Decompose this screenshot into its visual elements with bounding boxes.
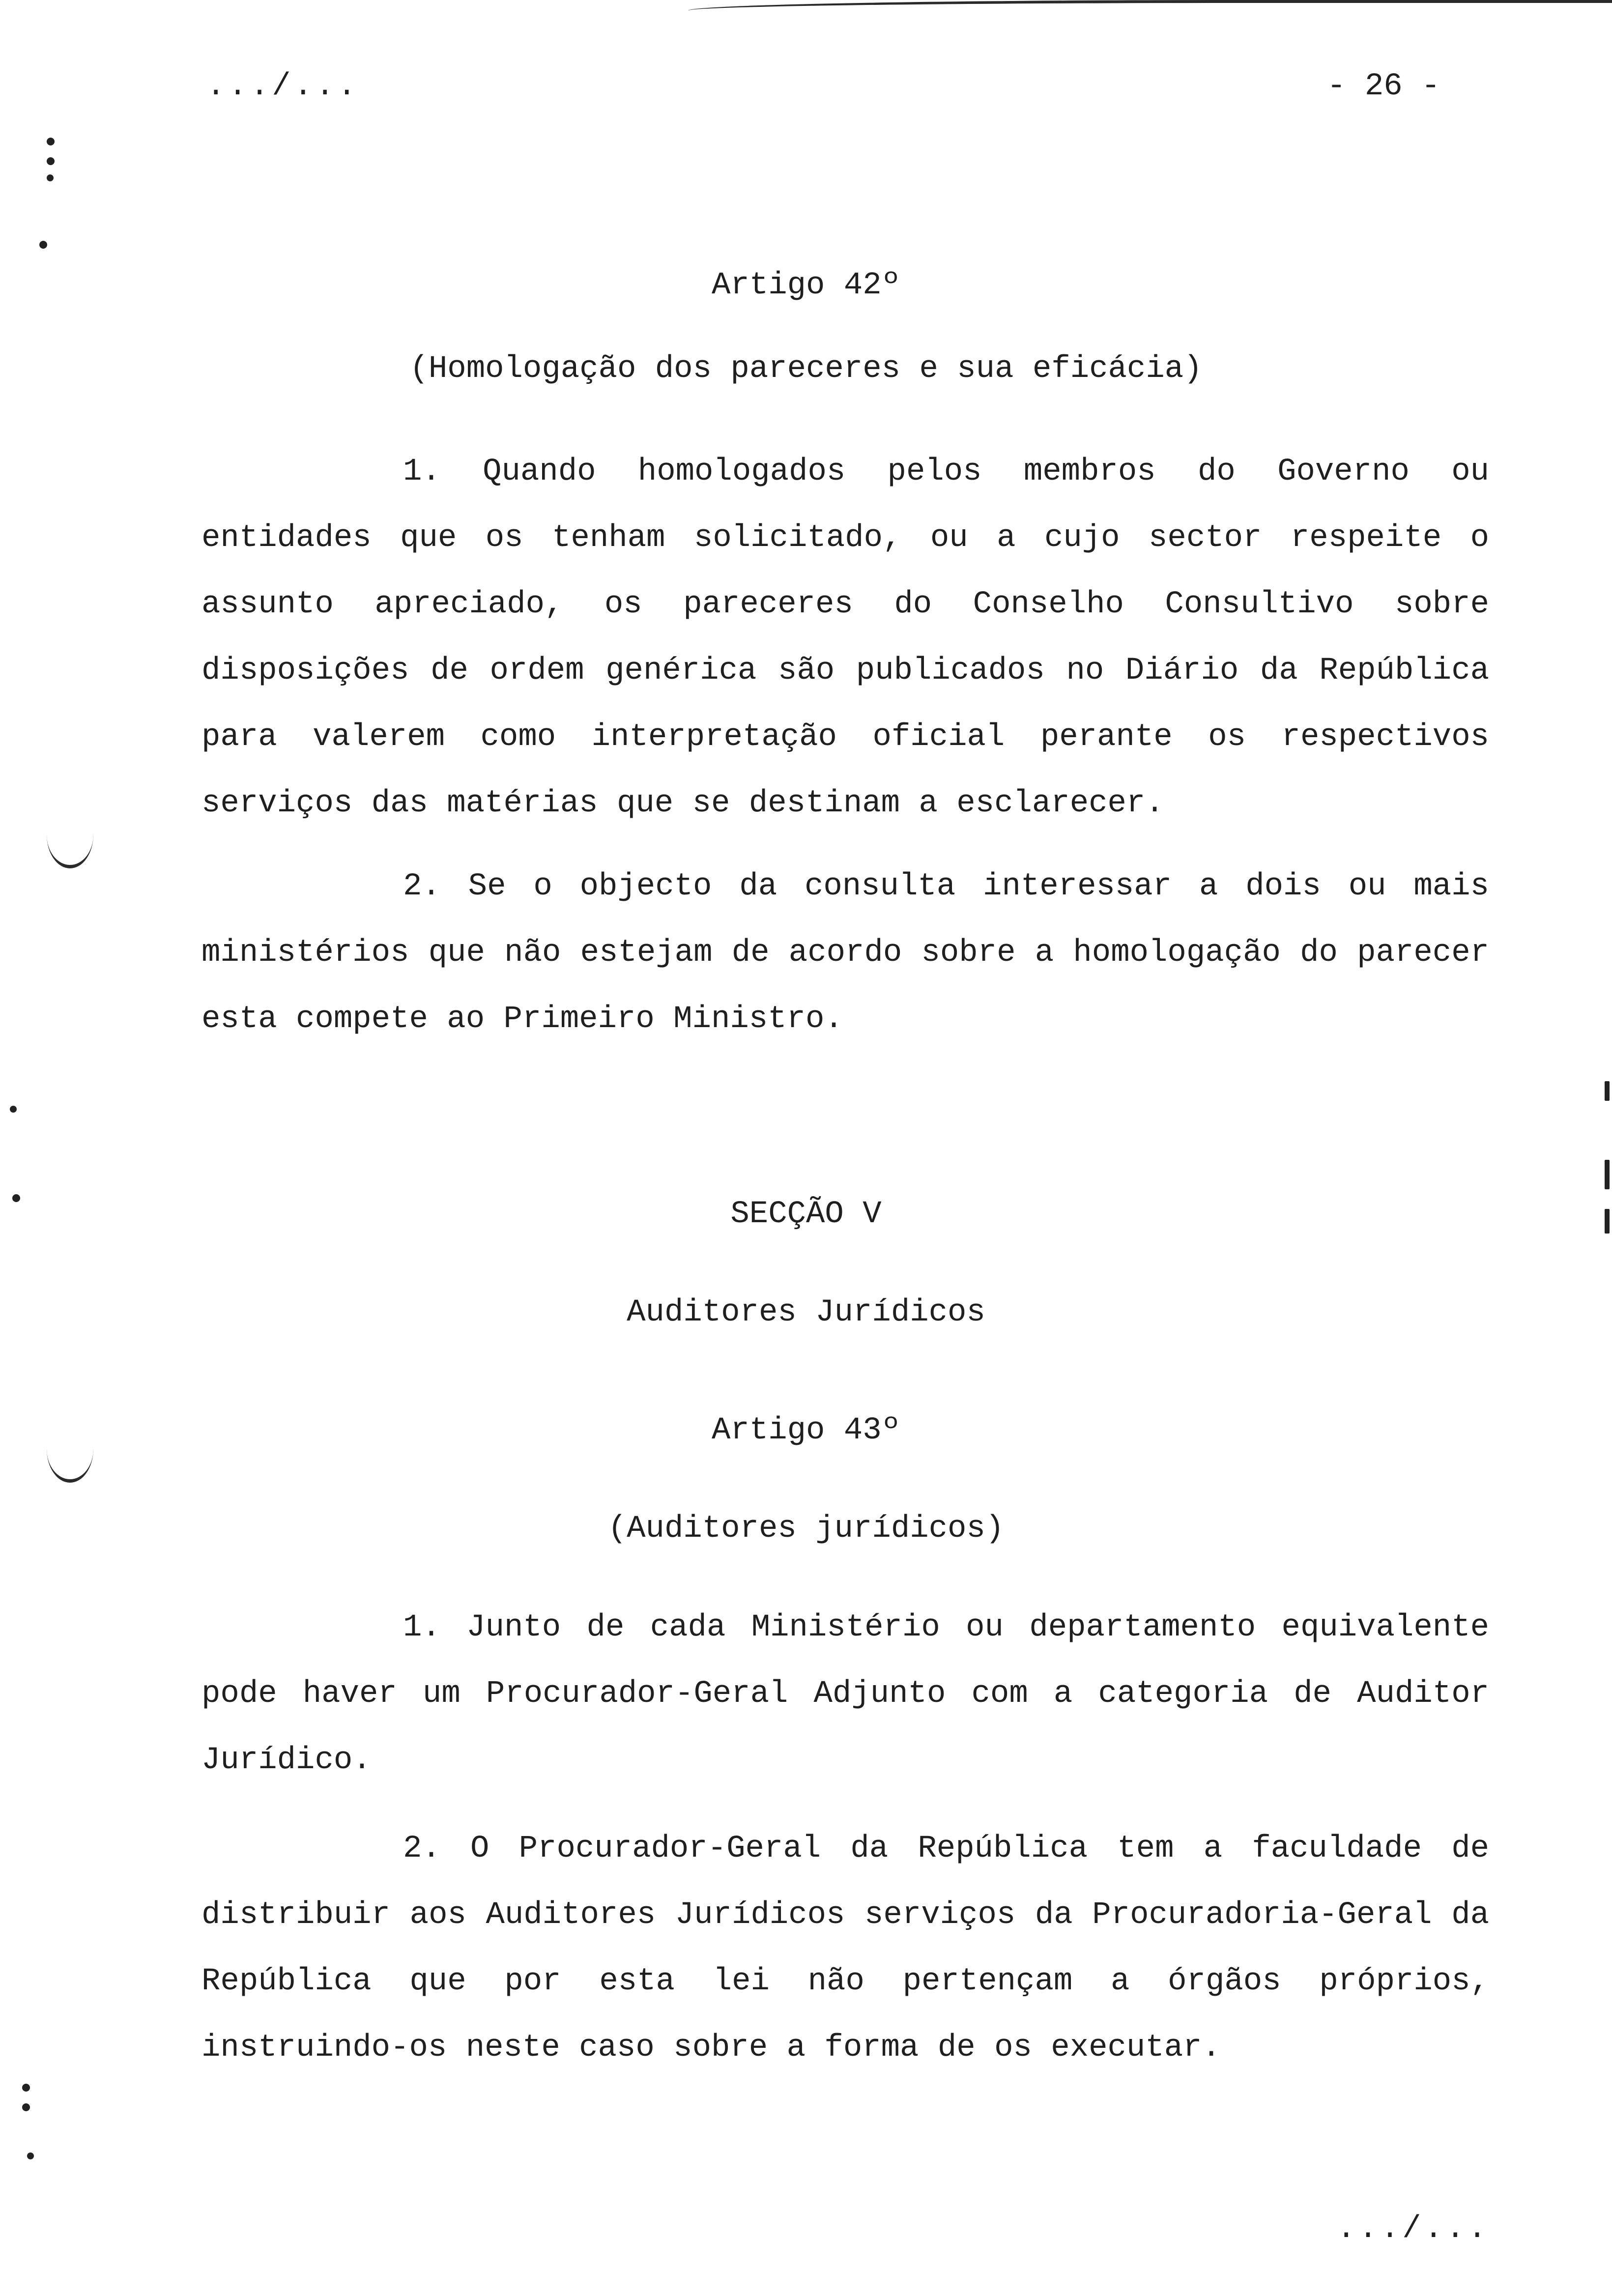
page-number: - 26 - [1327,69,1440,104]
scan-speck [1605,1209,1610,1234]
article-43-paragraph-1: 1. Junto de cada Ministério ou departamento equivalente pode haver um Procurador-Geral Adjunto com a categoria de Auditor Jurídico. [202,1610,1489,1778]
scan-speck [27,2152,34,2159]
article-42-heading: Artigo 42º [711,268,901,303]
scan-speck [47,157,55,165]
binding-hole-mark [47,1415,93,1483]
scan-speck [1605,1160,1610,1189]
scan-edge-line [688,0,1612,18]
scan-speck [47,138,55,145]
section-title: Auditores Jurídicos [627,1295,985,1330]
binding-hole-mark [47,801,93,868]
scan-speck [1605,1081,1610,1101]
footer-continuation-mark: .../... [1337,2211,1490,2247]
scan-speck [22,2084,30,2092]
article-43-subtitle: (Auditores jurídicos) [607,1511,1005,1547]
section-heading: SECÇÃO V [730,1197,882,1232]
scan-speck [39,241,47,249]
article-43-paragraph-2: 2. O Procurador-Geral da República tem a faculdade de distribuir aos Auditores Jurídicos serviços da Procuradoria-Geral da República que por esta lei não pertençam a órgãos próprios, instruindo-os neste caso sobre a forma de os executar. [202,1831,1489,2066]
scan-speck [12,1194,20,1202]
article-42-paragraph-1: 1. Quando homologados pelos membros do Governo ou entidades que os tenham solicitado, ou a cujo sector respeite o assunto apreciado, os pareceres do Conselho Consultivo sobre disposições de ordem genérica são publicados no Diário da República para valerem como interpretação oficial perante os respectivos serviços das matérias que se destinam a esclarecer. [202,454,1489,821]
scan-speck [22,2103,30,2111]
article-42-paragraph-2: 2. Se o objecto da consulta interessar a dois ou mais ministérios que não estejam de acordo sobre a homologação do parecer esta compete ao Primeiro Ministro. [202,869,1489,1037]
scan-speck [47,174,54,181]
article-42-subtitle: (Homologação dos pareceres e sua eficácia) [409,351,1203,387]
article-43-heading: Artigo 43º [711,1413,901,1448]
header-continuation-mark: .../... [206,69,359,104]
scan-speck [10,1106,17,1113]
